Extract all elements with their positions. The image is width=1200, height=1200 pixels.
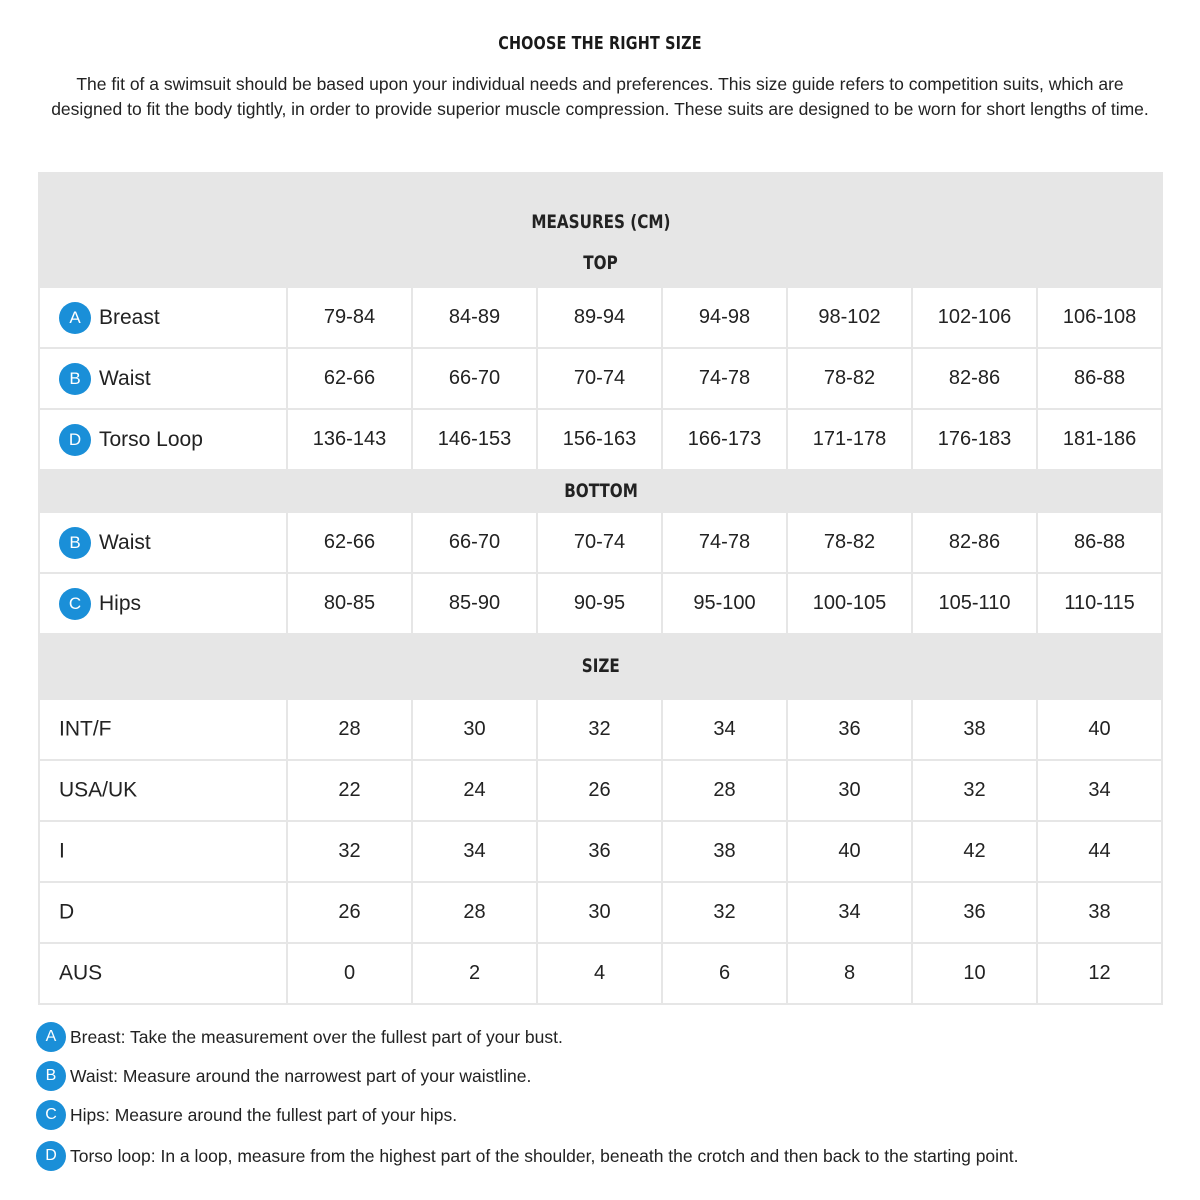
row-label: USA/UK [59,778,138,802]
bottom-header: BOTTOM [563,479,638,502]
table-cell: 28 [662,760,787,821]
table-cell: 32 [662,882,787,943]
table-cell: 166-173 [662,409,787,470]
table-cell: 79-84 [287,287,412,348]
table-cell: 36 [787,699,912,760]
size-header: SIZE [581,655,620,677]
row-label: INT/F [59,717,112,741]
note-badge: A [36,1022,66,1052]
table-cell: 106-108 [1037,287,1162,348]
table-cell: 95-100 [662,573,787,634]
size-chart-table [38,172,1163,1005]
measure-badge: A [59,302,91,334]
table-row [39,760,1162,821]
table-cell: 90-95 [537,573,662,634]
table-cell: 22 [287,760,412,821]
row-label-cell [39,882,287,943]
measure-badge: D [59,424,91,456]
table-cell: 78-82 [787,512,912,573]
table-cell: 74-78 [662,348,787,409]
table-cell: 28 [287,699,412,760]
table-cell: 40 [1037,699,1162,760]
table-cell: 32 [537,699,662,760]
row-label-cell [39,348,287,409]
table-cell: 102-106 [912,287,1037,348]
measure-badge: B [59,363,91,395]
table-cell: 6 [662,943,787,1004]
note-text: Breast: Take the measurement over the fullest part of your bust. [70,1026,563,1047]
note-badge: C [36,1100,66,1130]
table-cell: 30 [412,699,537,760]
row-label-cell [39,287,287,348]
table-cell: 66-70 [412,512,537,573]
table-cell: 24 [412,760,537,821]
table-cell: 26 [537,760,662,821]
table-cell: 26 [287,882,412,943]
note-text: Torso loop: In a loop, measure from the highest part of the shoulder, beneath the crotch and then back to the starting point. [70,1145,1019,1166]
note-item [36,1061,531,1091]
measures-header-row [39,173,1162,239]
table-cell: 62-66 [287,348,412,409]
table-row [39,699,1162,760]
table-cell: 36 [912,882,1037,943]
table-cell: 85-90 [412,573,537,634]
table-cell: 28 [412,882,537,943]
table-cell: 176-183 [912,409,1037,470]
table-cell: 89-94 [537,287,662,348]
table-cell: 66-70 [412,348,537,409]
table-row [39,512,1162,573]
table-cell: 10 [912,943,1037,1004]
top-header: TOP [583,251,618,274]
table-cell: 34 [662,699,787,760]
table-cell: 70-74 [537,512,662,573]
row-label-cell [39,512,287,573]
table-cell: 38 [662,821,787,882]
page-title: CHOOSE THE RIGHT SIZE [498,33,702,54]
table-cell: 36 [537,821,662,882]
table-row [39,882,1162,943]
table-cell: 38 [912,699,1037,760]
top-header-row [39,239,1162,287]
bottom-header-row [39,470,1162,512]
table-row [39,348,1162,409]
table-cell: 94-98 [662,287,787,348]
table-cell: 12 [1037,943,1162,1004]
table-cell: 181-186 [1037,409,1162,470]
table-cell: 34 [787,882,912,943]
table-cell: 100-105 [787,573,912,634]
table-cell: 40 [787,821,912,882]
row-label: I [59,839,65,863]
table-cell: 30 [537,882,662,943]
table-cell: 86-88 [1037,348,1162,409]
row-label: Torso Loop [99,427,203,451]
table-row [39,409,1162,470]
table-row [39,943,1162,1004]
table-cell: 74-78 [662,512,787,573]
table-cell: 146-153 [412,409,537,470]
table-cell: 70-74 [537,348,662,409]
table-cell: 110-115 [1037,573,1162,634]
table-cell: 0 [287,943,412,1004]
row-label: Hips [99,591,142,615]
measure-badge: C [59,588,91,620]
table-cell: 136-143 [287,409,412,470]
note-item [36,1141,1019,1171]
measures-header: MEASURES (CM) [531,211,671,233]
note-item [36,1100,457,1130]
row-label: D [59,900,75,924]
row-label: AUS [59,961,103,985]
note-item [36,1022,563,1052]
table-cell: 156-163 [537,409,662,470]
table-cell: 86-88 [1037,512,1162,573]
table-cell: 80-85 [287,573,412,634]
intro-paragraph: The fit of a swimsuit should be based upon your individual needs and preferences. This size guide refers to competition suits, which are designed to fit the body tightly, in order to provide superior muscle compression. These suits are designed to be worn for short lengths of time. [51,74,1149,119]
table-cell: 42 [912,821,1037,882]
table-cell: 78-82 [787,348,912,409]
row-label-cell [39,760,287,821]
row-label: Waist [99,366,151,390]
note-badge: D [36,1141,66,1171]
row-label-cell [39,699,287,760]
table-cell: 32 [287,821,412,882]
table-cell: 8 [787,943,912,1004]
table-row [39,287,1162,348]
row-label-cell [39,409,287,470]
table-cell: 105-110 [912,573,1037,634]
row-label-cell [39,573,287,634]
table-cell: 4 [537,943,662,1004]
table-cell: 2 [412,943,537,1004]
measure-badge: B [59,527,91,559]
table-cell: 98-102 [787,287,912,348]
table-cell: 32 [912,760,1037,821]
table-cell: 84-89 [412,287,537,348]
row-label-cell [39,821,287,882]
table-cell: 171-178 [787,409,912,470]
table-cell: 82-86 [912,348,1037,409]
row-label: Waist [99,530,151,554]
table-row [39,573,1162,634]
table-cell: 34 [1037,760,1162,821]
table-cell: 82-86 [912,512,1037,573]
table-row [39,821,1162,882]
size-header-row [39,634,1162,699]
table-cell: 38 [1037,882,1162,943]
note-badge: B [36,1061,66,1091]
table-cell: 44 [1037,821,1162,882]
table-cell: 62-66 [287,512,412,573]
table-cell: 34 [412,821,537,882]
row-label-cell [39,943,287,1004]
row-label: Breast [99,305,160,329]
table-cell: 30 [787,760,912,821]
note-text: Waist: Measure around the narrowest part of your waistline. [70,1065,532,1086]
note-text: Hips: Measure around the fullest part of your hips. [70,1104,458,1125]
